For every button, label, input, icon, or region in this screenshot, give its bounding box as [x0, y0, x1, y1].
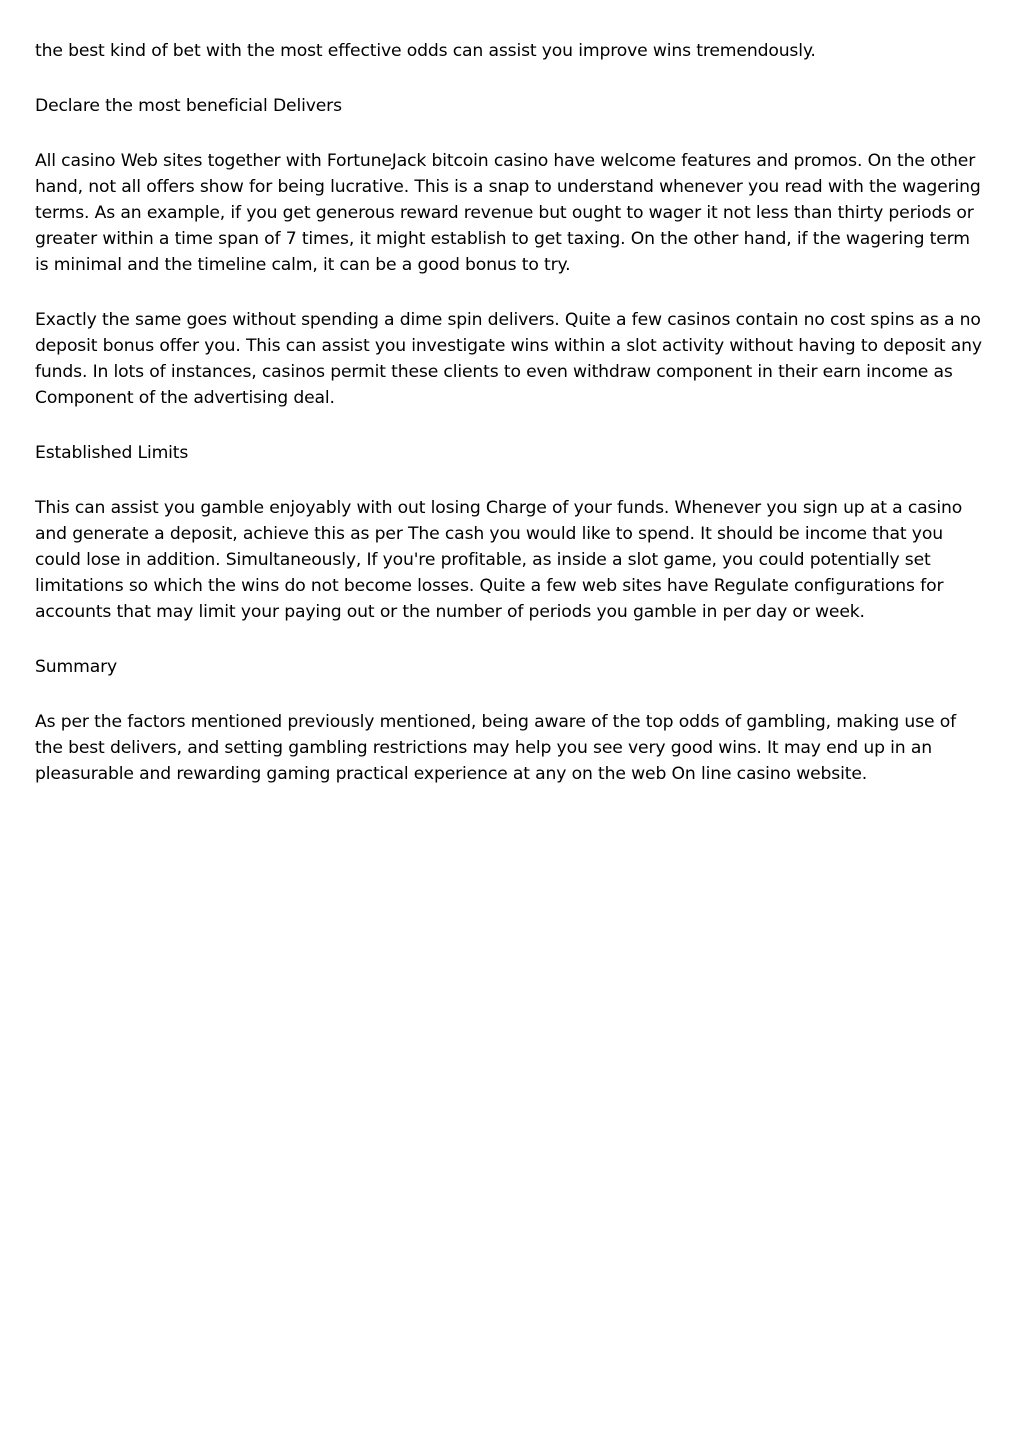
document-page [35, 38, 985, 816]
paragraph-summary: As per the factors mentioned previously mentioned, being aware of the top odds of gambling, making use of the best delivers, and setting gambling restrictions may help you see very good wins. It may end up in an pleasurable and rewarding gaming practical experience at any on the web On line casino website. [35, 712, 956, 784]
heading-declare-delivers: Declare the most beneficial Delivers [35, 96, 342, 116]
paragraph-welcome-features: All casino Web sites together with FortuneJack bitcoin casino have welcome features and promos. On the other hand, not all offers show for being lucrative. This is a snap to understand whenever you read with the wagering terms. As an example, if you get generous reward revenue but ought to wager it not less than thirty periods or greater within a time span of 7 times, it might establish to get taxing. On the other hand, if the wagering term is minimal and the timeline calm, it can be a good bonus to try. [35, 151, 981, 275]
heading-summary: Summary [35, 657, 118, 677]
paragraph-free-spins: Exactly the same goes without spending a dime spin delivers. Quite a few casinos contain no cost spins as a no deposit bonus offer you. This can assist you investigate wins within a slot activity without having to deposit any funds. In lots of instances, casinos permit these clients to even withdraw component in their earn income as Component of the advertising deal. [35, 310, 982, 408]
paragraph-limits: This can assist you gamble enjoyably with out losing Charge of your funds. Whenever you sign up at a casino and generate a deposit, achieve this as per The cash you would like to spend. It should be income that you could lose in addition. Simultaneously, If you're profitable, as inside a slot game, you could potentially set limitations so which the wins do not become losses. Quite a few web sites have Regulate configurations for accounts that may limit your paying out or the number of periods you gamble in per day or week. [35, 498, 963, 622]
heading-established-limits: Established Limits [35, 443, 189, 463]
paragraph-intro-continuation: the best kind of bet with the most effective odds can assist you improve wins tremendously. [35, 41, 816, 61]
